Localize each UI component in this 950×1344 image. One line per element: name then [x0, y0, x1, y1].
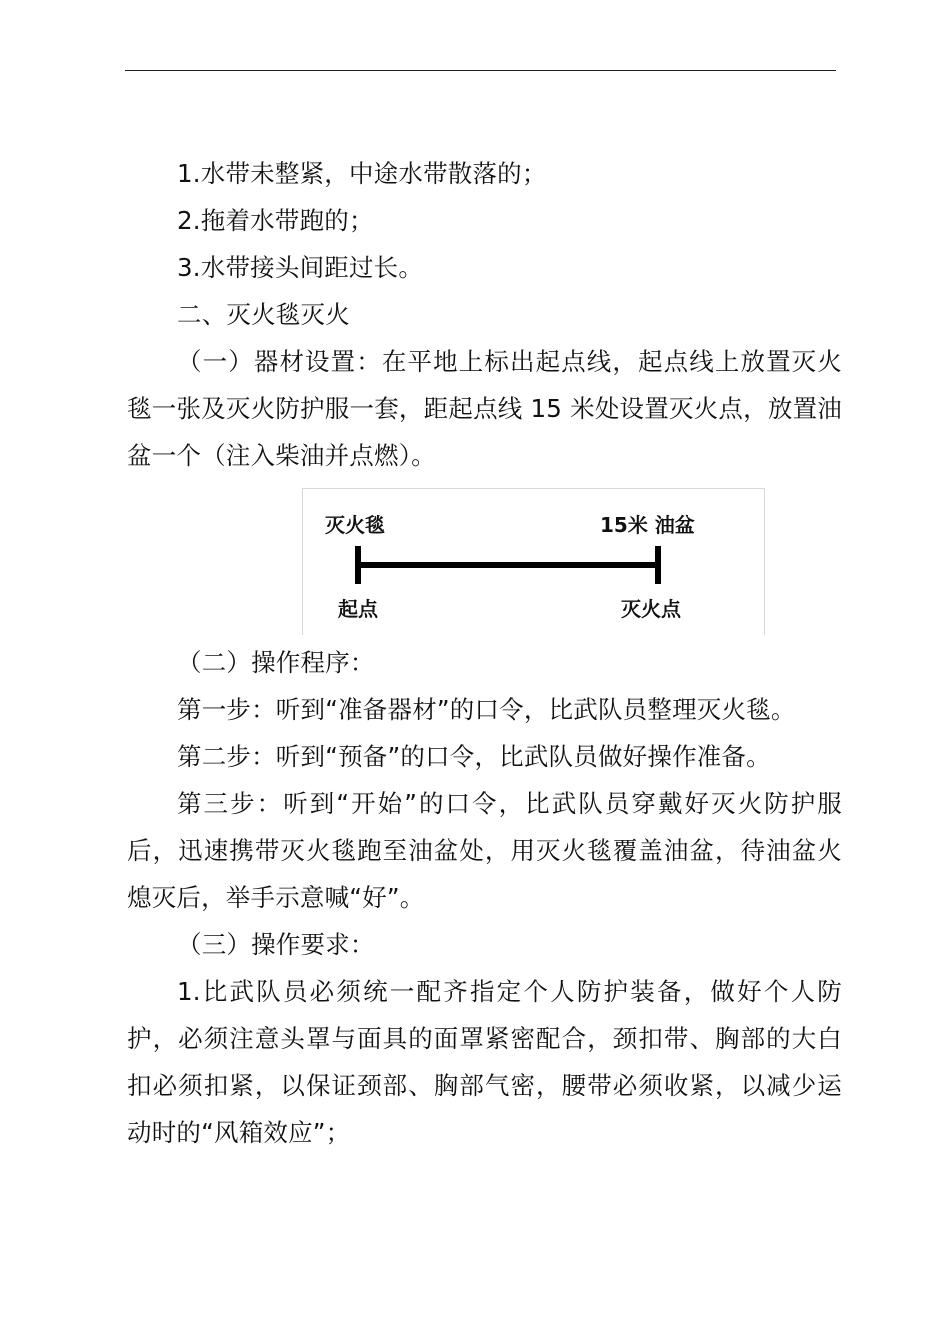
- blanket-label: 灭火毯: [325, 513, 385, 537]
- distance-oilpan-label: 15米 油盆: [600, 513, 695, 537]
- step-three-paragraph: 第三步：听到“开始”的口令，比武队员穿戴好灭火防护服后，迅速携带灭火毯跑至油盆处，用灭火毯覆盖油盆，待油盆火熄灭后，举手示意喊“好”。: [127, 789, 842, 912]
- header-rule: [125, 70, 836, 71]
- course-diagram: [127, 479, 842, 639]
- start-point-label: 起点: [338, 597, 378, 621]
- paragraph-3: 3.水带接头间距过长。: [177, 253, 424, 282]
- procedure-heading: （二）操作程序：: [177, 648, 375, 677]
- equipment-setup-paragraph: （一）器材设置：在平地上标出起点线，起点线上放置灭火毯一张及灭火防护服一套，距起点线 15 米处设置灭火点，放置油盆一个（注入柴油并点燃）。: [127, 347, 842, 470]
- paragraph-1: 1.水带未整紧，中途水带散落的；: [177, 159, 547, 188]
- fire-point-label: 灭火点: [621, 597, 681, 621]
- section-heading: 二、灭火毯灭火: [177, 300, 350, 329]
- diagram-frame: [302, 488, 765, 635]
- paragraph-2: 2.拖着水带跑的；: [177, 206, 374, 235]
- fire-point-tick: [655, 546, 661, 584]
- document-body: [127, 150, 842, 1156]
- track-line: [358, 562, 658, 568]
- requirements-heading: （三）操作要求：: [177, 930, 375, 959]
- step-two-paragraph: 第二步：听到“预备”的口令，比武队员做好操作准备。: [177, 742, 771, 771]
- step-one-paragraph: 第一步：听到“准备器材”的口令，比武队员整理灭火毯。: [177, 695, 796, 724]
- requirement-one-paragraph: 1.比武队员必须统一配齐指定个人防护装备，做好个人防护，必须注意头罩与面具的面罩紧密配合，颈扣带、胸部的大白扣必须扣紧，以保证颈部、胸部气密，腰带必须收紧，以减少运动时的“风箱效应”；: [127, 977, 842, 1147]
